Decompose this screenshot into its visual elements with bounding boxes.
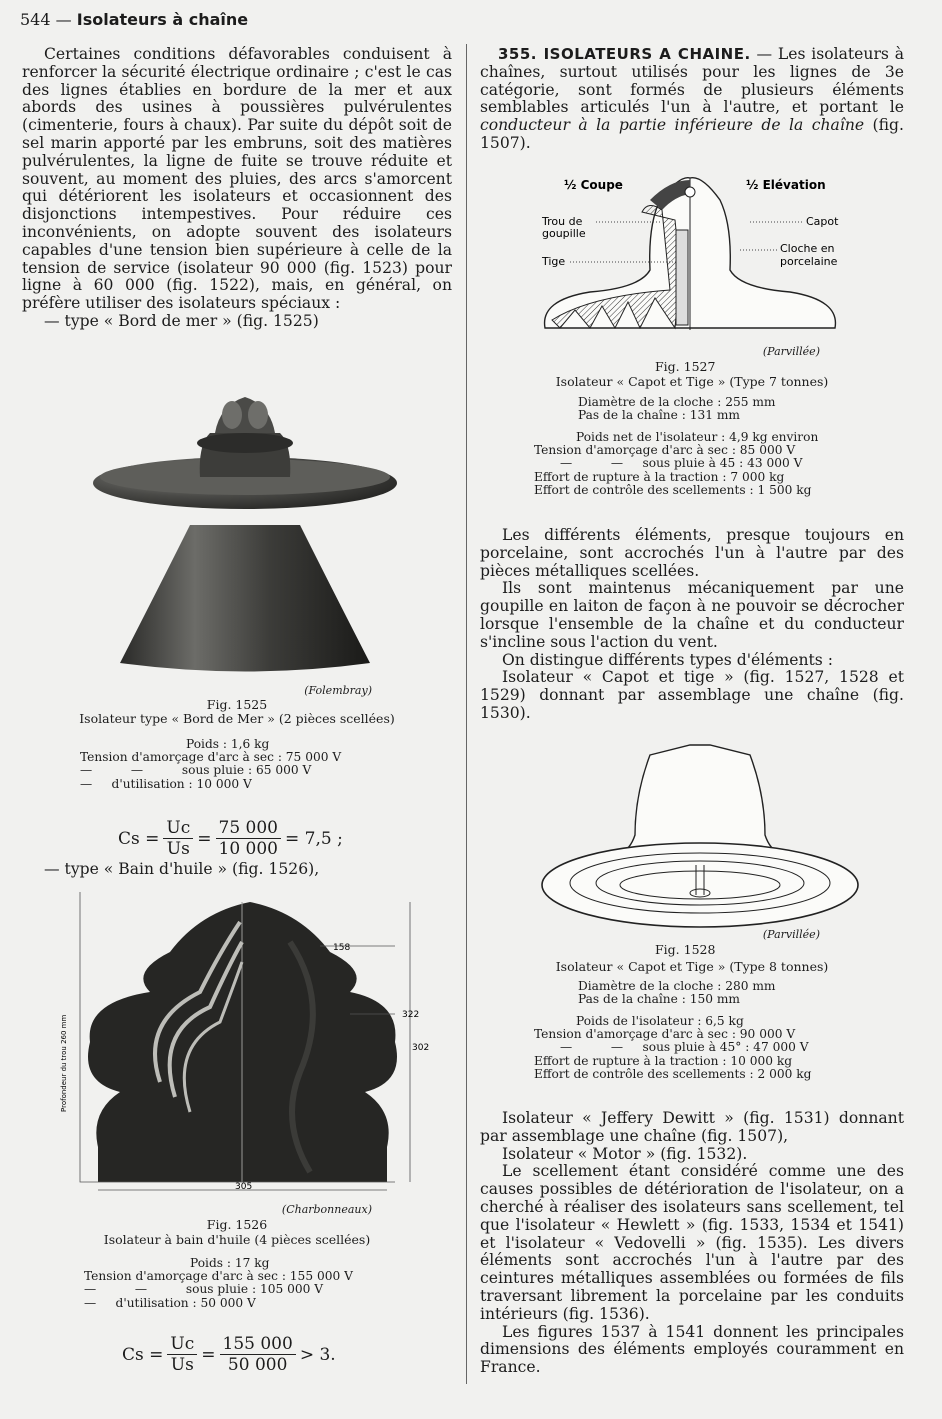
fig-1528-drawing [540, 735, 860, 930]
spec-row: Pas de la chaîne : 150 mm [578, 992, 740, 1007]
right-paragraph-3: Ils sont maintenus mécaniquement par une goupille en laiton de façon à ne pouvoir se décrocher lorsque l'ensemble de la chaîne et du conducteur s'incline sous l'action du vent. [480, 579, 904, 651]
fig-1528-credit: (Parvillée) [762, 928, 820, 941]
section-text-end: (fig. 1507). [480, 116, 904, 152]
right-paragraph-5: Isolateur « Capot et tige » (fig. 1527, 1528 et 1529) donnant par assemblage une chaîne (fig. 1530). [480, 668, 904, 722]
fig-1526-drawing [50, 882, 430, 1202]
type-bain-huile: — type « Bain d'huile » (fig. 1526), [44, 860, 320, 878]
fig-1526-label: Fig. 1526 [206, 1217, 268, 1232]
fig-1528-label: Fig. 1528 [655, 942, 716, 957]
spec-row: Effort de rupture à la traction : 7 000 kg [534, 469, 785, 484]
page-header [20, 10, 248, 29]
right-paragraph-4: On distingue différents types d'éléments : [502, 650, 833, 669]
section-heading: 355. ISOLATEURS A CHAINE. [498, 45, 751, 63]
spec-row: Effort de contrôle des scellements : 1 500 kg [534, 482, 812, 497]
fig-1526-specs [84, 1257, 424, 1310]
spec-row: Poids de l'isolateur : 6,5 kg [576, 1014, 744, 1028]
fig-1525-title: Isolateur type « Bord de Mer » (2 pièces scellées) [79, 711, 395, 726]
right-bottom-text [480, 1110, 904, 1377]
spec-row: Effort de rupture à la traction : 10 000 kg [534, 1053, 793, 1068]
right-paragraph-9: Les figures 1537 à 1541 donnent les principales dimensions des éléments employés couramment en France. [480, 1322, 904, 1377]
column-divider [466, 44, 467, 1384]
spec-row: Poids : 1,6 kg [186, 737, 270, 751]
spec-row: Tension d'amorçage d'arc à sec : 155 000 V [84, 1269, 353, 1284]
formula-den: Us [166, 839, 190, 859]
right-paragraph-6: Isolateur « Jeffery Dewitt » (fig. 1531) donnant par assemblage une chaîne (fig. 1507), [480, 1109, 904, 1145]
spec-row: — — sous pluie : 65 000 V [80, 763, 312, 778]
fig-1527-title: Isolateur « Capot et Tige » (Type 7 tonnes) [555, 374, 829, 389]
formula-cs-1: Cs = $\frac{Uc}{Us}$ = $\frac{75 000}{10 000}$ = 7,5 ; [118, 818, 343, 859]
label-capot: Capot [806, 215, 839, 228]
half-elevation-label: ½ Elévation [746, 178, 826, 192]
dim-side: Profondeur du trou 260 mm [60, 1014, 68, 1112]
label-porcelaine: porcelaine [780, 255, 838, 268]
formula-num: 75 000 [216, 818, 281, 839]
spec-row: Poids : 17 kg [190, 1256, 270, 1270]
formula-den: Us [170, 1355, 194, 1375]
spec-row: — — sous pluie : 105 000 V [84, 1282, 324, 1297]
fig-1527-dims [578, 396, 878, 422]
running-title: Isolateurs à chaîne [76, 10, 249, 29]
fig-1526-credit: (Charbonneaux) [281, 1203, 372, 1216]
section-355-para [480, 46, 904, 153]
right-paragraph-2: Les différents éléments, presque toujours en porcelaine, sont accrochés l'un à l'autre par des pièces métalliques scellées. [480, 526, 904, 580]
fig-1525-specs [80, 738, 420, 791]
left-paragraph-1: Certaines conditions défavorables conduisent à renforcer la sécurité électrique ordinaire ; c'est le cas des lignes établies en bordure de la mer et aux abords des usines à poussières pulvérulentes (cimenterie, fours à chaux). Par suite du dépôt soit de sel marin apporté par les embruns, soit des matières pulvérulentes, la ligne de fuite se trouve réduite et souvent, au moment des pluies, des arcs s'amorcent qui détériorent les isolateurs et occasionnent des disjonctions intempestives. Pour réduire ces inconvénients, on adopte souvent des isolateurs capables d'une tension bien supérieure à celle de la tension de service (isolateur 90 000 (fig. 1523) pour ligne à 60 000 (fig. 1522), mais, en général, on préfère utiliser des isolateurs spéciaux : [22, 45, 452, 313]
fig-1527-specs [534, 431, 894, 497]
spec-row: — d'utilisation : 10 000 V [80, 776, 252, 791]
formula-num: 155 000 [220, 1334, 296, 1355]
type-bord-de-mer: — type « Bord de mer » (fig. 1525) [44, 311, 319, 330]
formula-rhs: = 7,5 ; [284, 828, 343, 849]
right-middle-text [480, 527, 904, 723]
right-paragraph-8: Le scellement étant considéré comme une des causes possibles de détérioration de l'isolateur, on a cherché à réaliser des isolateurs sans scellement, tel que l'isolateur « Hewlett » (fig. 1533, 1534 et 1541) et l'isolateur « Vedovelli » (fig. 1535). Les divers éléments sont accrochés l'un à l'autre par des ceintures métalliques assemblées ou formées de fils traversant librement la porcelaine par les conduits intérieurs (fig. 1536). [480, 1162, 904, 1323]
spec-row: Poids net de l'isolateur : 4,9 kg environ [576, 430, 819, 444]
formula-den: 10 000 [218, 839, 278, 859]
section-text: — Les isolateurs à chaînes, surtout utilisés pour les lignes de 3e catégorie, sont formés de plusieurs éléments semblables articulés l'un à l'autre, et portant le [480, 45, 904, 117]
spec-row: Tension d'amorçage d'arc à sec : 90 000 V [534, 1027, 796, 1042]
formula-cs-2: Cs = $\frac{Uc}{Us}$ = $\frac{155 000}{50 000}$ > 3. [122, 1334, 336, 1375]
formula-num: Uc [167, 1334, 197, 1355]
dim-305: 305 [235, 1182, 253, 1192]
fig-1527-drawing [530, 170, 860, 355]
spec-row: Effort de contrôle des scellements : 2 000 kg [534, 1066, 812, 1081]
label-goupille: goupille [542, 227, 586, 240]
fig-1525-credit: (Folembray) [304, 684, 372, 697]
spec-row: — — sous pluie à 45° : 47 000 V [560, 1040, 809, 1055]
label-cloche: Cloche en [780, 242, 835, 255]
fig-1528-title: Isolateur « Capot et Tige » (Type 8 tonnes) [555, 959, 829, 974]
fig-1526-title: Isolateur à bain d'huile (4 pièces scellées) [103, 1232, 371, 1247]
formula-den: 50 000 [227, 1355, 288, 1375]
fig-1528-dims [578, 980, 878, 1006]
spec-row: — — sous pluie à 45 : 43 000 V [560, 456, 803, 471]
spec-row: Tension d'amorçage d'arc à sec : 85 000 V [534, 443, 796, 458]
right-paragraph-7: Isolateur « Motor » (fig. 1532). [502, 1144, 748, 1163]
spec-row: Pas de la chaîne : 131 mm [578, 408, 740, 423]
page-number: 544 [20, 10, 51, 29]
dim-158: 158 [333, 943, 351, 953]
left-column [22, 46, 452, 331]
spec-row: Tension d'amorçage d'arc à sec : 75 000 V [80, 750, 342, 765]
fig-1527-label: Fig. 1527 [655, 359, 716, 374]
half-cut-label: ½ Coupe [564, 178, 623, 192]
spec-row: Diamètre de la cloche : 255 mm [578, 395, 776, 409]
formula-num: Uc [163, 818, 193, 839]
fig-1528-specs [534, 1015, 894, 1081]
formula-lhs: Cs [122, 1344, 144, 1365]
spec-row: Diamètre de la cloche : 280 mm [578, 979, 776, 993]
fig-1525-photo [80, 385, 410, 685]
section-italic: conducteur à la partie inférieure de la chaîne [480, 116, 865, 135]
dim-302: 302 [412, 1043, 430, 1053]
fig-1525-label: Fig. 1525 [206, 697, 268, 712]
header-dash: — [55, 10, 72, 29]
label-tige: Tige [542, 255, 566, 268]
formula-rhs: > 3. [299, 1344, 336, 1365]
formula-lhs: Cs [118, 828, 140, 849]
spec-row: — d'utilisation : 50 000 V [84, 1295, 256, 1310]
dim-322: 322 [402, 1010, 420, 1020]
label-trou: Trou de [542, 215, 583, 228]
fig-1527-credit: (Parvillée) [762, 345, 820, 358]
right-column [480, 46, 904, 153]
